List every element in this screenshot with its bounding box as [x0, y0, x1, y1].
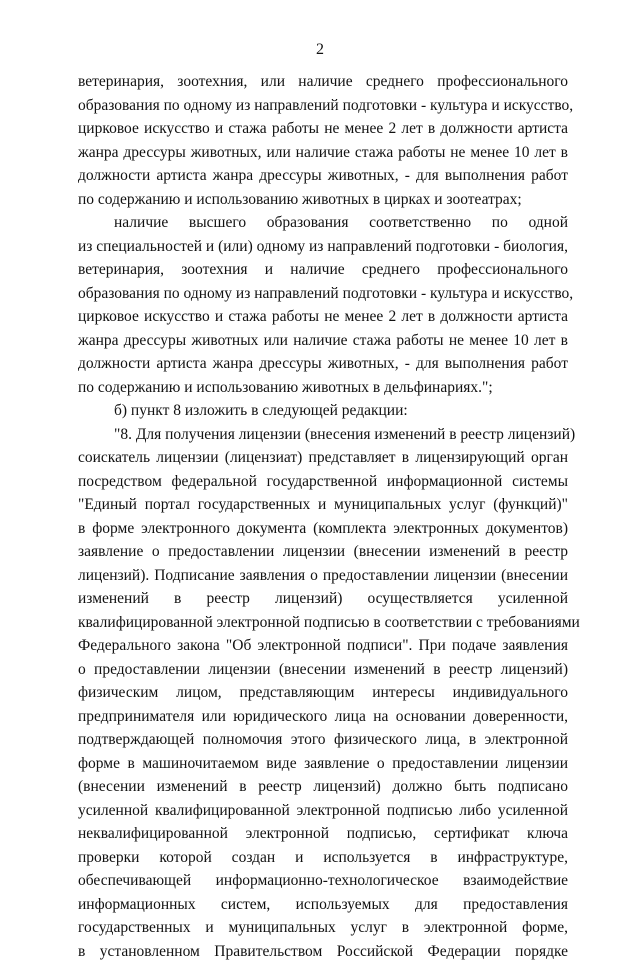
text-line: квалифицированной электронной подписью в соответствии с требованиями — [78, 611, 568, 635]
text-line: о предоставлении лицензии (внесении изменений в реестр лицензий) — [78, 658, 568, 682]
text-line: б) пункт 8 изложить в следующей редакции: — [78, 399, 568, 423]
text-line: наличие высшего образования соответственно по одной — [78, 211, 568, 235]
text-line: неквалифицированной электронной подписью, сертификат ключа — [78, 822, 568, 846]
text-line: жанра дрессуры животных, или наличие стажа работы не менее 10 лет в — [78, 141, 568, 165]
text-line: изменений в реестр лицензий) осуществляется усиленной — [78, 587, 568, 611]
text-line: проверки которой создан и используется в инфраструктуре, — [78, 846, 568, 870]
text-line: по содержанию и использованию животных в дельфинариях."; — [78, 376, 568, 400]
text-line: в установленном Правительством Российской Федерации порядке — [78, 940, 568, 963]
text-line: должности артиста жанра дрессуры животных, - для выполнения работ — [78, 164, 568, 188]
text-line: физическим лицом, представляющим интересы индивидуального — [78, 681, 568, 705]
text-line: государственных и муниципальных услуг в электронной форме, — [78, 916, 568, 940]
text-line: усиленной квалифицированной электронной подписью либо усиленной — [78, 799, 568, 823]
text-line: должности артиста жанра дрессуры животных, - для выполнения работ — [78, 352, 568, 376]
text-line: цирковое искусство и стажа работы не менее 2 лет в должности артиста — [78, 117, 568, 141]
text-line: образования по одному из направлений подготовки - культура и искусство, — [78, 94, 568, 118]
text-line: ветеринария, зоотехния и наличие среднего профессионального — [78, 258, 568, 282]
text-line: "Единый портал государственных и муниципальных услуг (функций)" — [78, 493, 568, 517]
text-line: по содержанию и использованию животных в цирках и зоотеатрах; — [78, 188, 568, 212]
page-number: 2 — [0, 40, 640, 60]
text-line: из специальностей и (или) одному из направлений подготовки - биология, — [78, 235, 568, 259]
text-line: форме в машиночитаемом виде заявление о предоставлении лицензии — [78, 752, 568, 776]
document-body — [78, 70, 568, 963]
text-line: жанра дрессуры животных или наличие стажа работы не менее 10 лет в — [78, 329, 568, 353]
text-line: заявление о предоставлении лицензии (внесении изменений в реестр — [78, 540, 568, 564]
text-line: соискатель лицензии (лицензиат) представляет в лицензирующий орган — [78, 446, 568, 470]
text-line: цирковое искусство и стажа работы не менее 2 лет в должности артиста — [78, 305, 568, 329]
text-line: посредством федеральной государственной информационной системы — [78, 470, 568, 494]
text-line: ветеринария, зоотехния, или наличие среднего профессионального — [78, 70, 568, 94]
text-line: лицензий). Подписание заявления о предоставлении лицензии (внесении — [78, 564, 568, 588]
text-line: информационных систем, используемых для предоставления — [78, 893, 568, 917]
text-line: Федерального закона "Об электронной подписи". При подаче заявления — [78, 634, 568, 658]
text-line: обеспечивающей информационно-технологическое взаимодействие — [78, 869, 568, 893]
text-line: "8. Для получения лицензии (внесения изменений в реестр лицензий) — [78, 423, 568, 447]
text-line: в форме электронного документа (комплекта электронных документов) — [78, 517, 568, 541]
text-line: предпринимателя или юридического лица на основании доверенности, — [78, 705, 568, 729]
text-line: подтверждающей полномочия этого физического лица, в электронной — [78, 728, 568, 752]
text-line: (внесении изменений в реестр лицензий) должно быть подписано — [78, 775, 568, 799]
text-line: образования по одному из направлений подготовки - культура и искусство, — [78, 282, 568, 306]
